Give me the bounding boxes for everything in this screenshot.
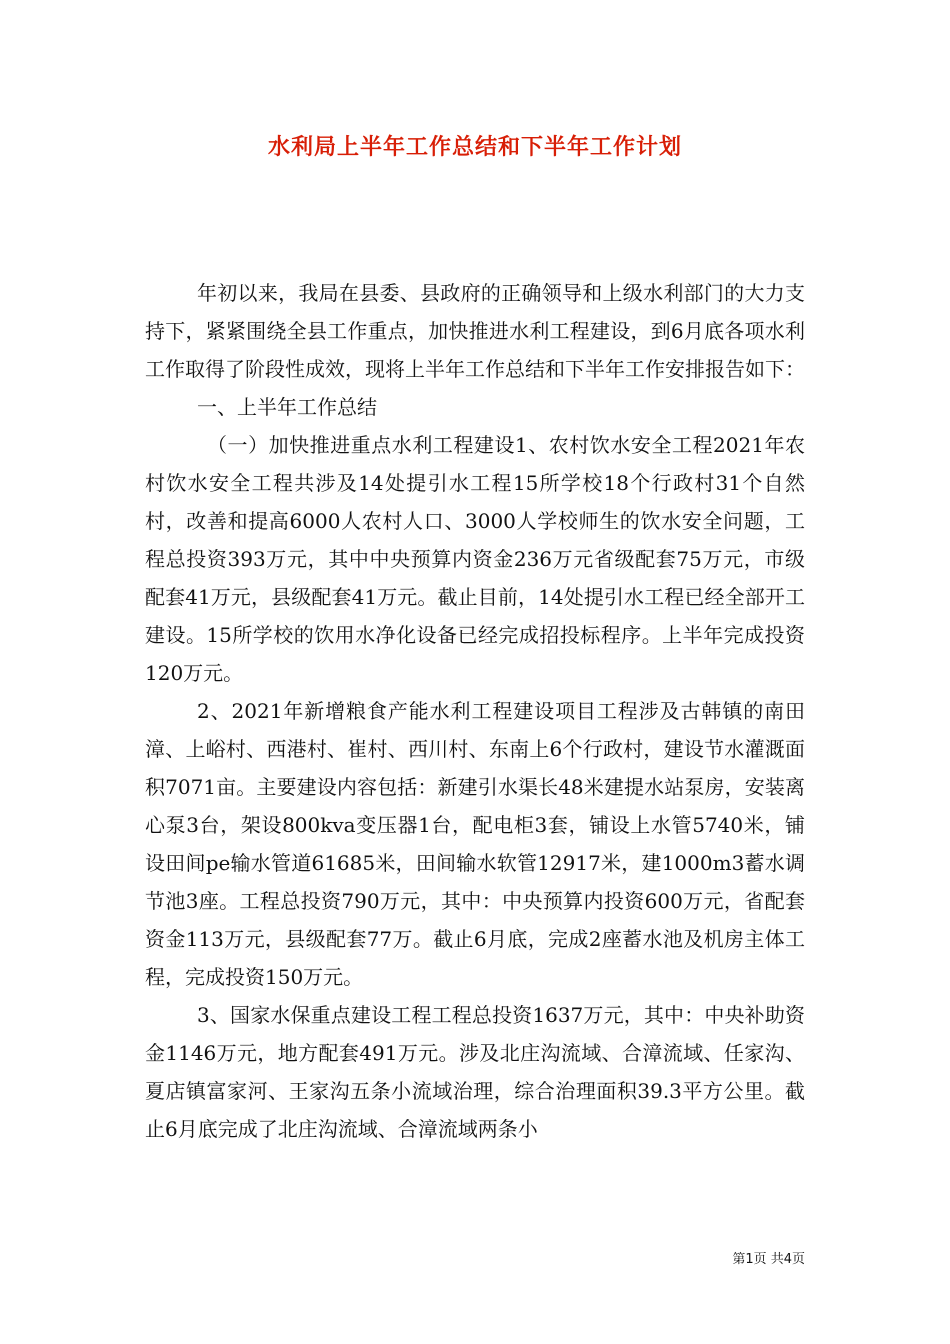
document-body xyxy=(145,274,805,1148)
item-paragraph-2: 2、2021年新增粮食产能水利工程建设项目工程涉及古韩镇的南田漳、上峪村、西港村、崔村、西川村、东南上6个行政村，建设节水灌溉面积7071亩。主要建设内容包括：新建引水渠长48米建提水站泵房，安装离心泵3台，架设800kva变压器1台，配电柜3套，铺设上水管5740米，铺设田间pe输水管道61685米，田间输水软管12917米，建1000m3蓄水调节池3座。工程总投资790万元，其中：中央预算内投资600万元，省配套资金113万元，县级配套77万。截止6月底，完成2座蓄水池及机房主体工程，完成投资150万元。 xyxy=(145,699,805,989)
subsection-paragraph-1: （一）加快推进重点水利工程建设1、农村饮水安全工程2021年农村饮水安全工程共涉及14处提引水工程15所学校18个行政村31个自然村，改善和提高6000人农村人口、3000人学校师生的饮水安全问题，工程总投资393万元，其中中央预算内资金236万元省级配套75万元，市级配套41万元，县级配套41万元。截止目前，14处提引水工程已经全部开工建设。15所学校的饮用水净化设备已经完成招投标程序。上半年完成投资120万元。 xyxy=(145,433,805,685)
page-number: 第1页 共4页 xyxy=(732,1252,805,1267)
section-heading: 一、上半年工作总结 xyxy=(197,395,377,419)
document-title: 水利局上半年工作总结和下半年工作计划 xyxy=(267,134,682,160)
intro-paragraph: 年初以来，我局在县委、县政府的正确领导和上级水利部门的大力支持下，紧紧围绕全县工作重点，加快推进水利工程建设，到6月底各项水利工作取得了阶段性成效，现将上半年工作总结和下半年工作安排报告如下： xyxy=(145,281,805,381)
item-paragraph-3: 3、国家水保重点建设工程工程总投资1637万元，其中：中央补助资金1146万元，地方配套491万元。涉及北庄沟流域、合漳流域、任家沟、夏店镇富家河、王家沟五条小流域治理，综合治理面积39.3平方公里。截止6月底完成了北庄沟流域、合漳流域两条小 xyxy=(145,1003,805,1141)
